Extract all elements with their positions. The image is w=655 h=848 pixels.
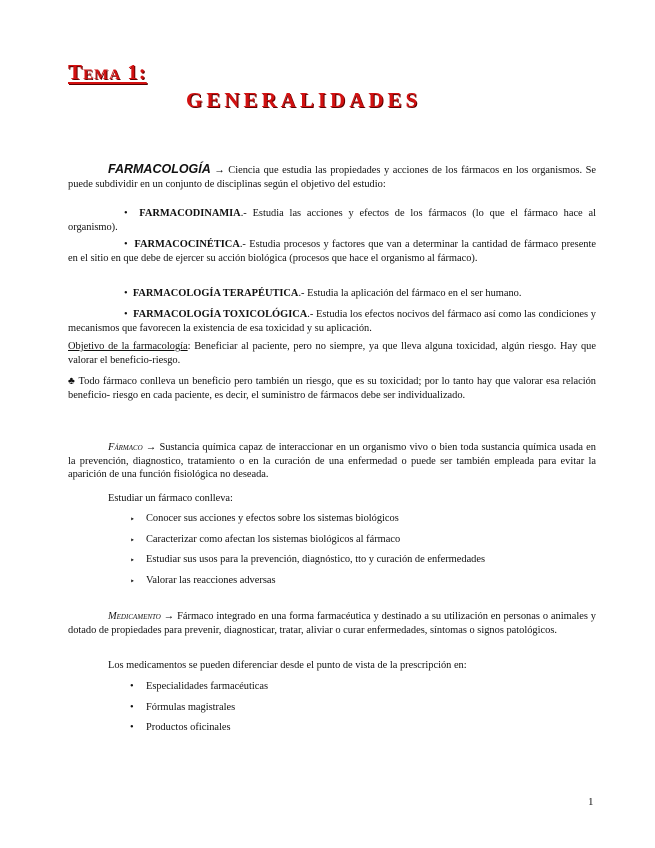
bullet-icon: • [130,701,134,713]
page-number: 1 [588,796,594,808]
triangle-bullet-icon: ‣ [130,576,135,586]
triangle-bullet-icon: ‣ [130,535,135,545]
list-item [130,721,590,742]
bullet-icon: • [124,288,128,299]
list-item [130,574,590,595]
objective-label: Objetivo de la farmacología [68,341,188,352]
subdiscipline-item [68,207,596,234]
bullet-icon: • [124,208,128,219]
farmacologia-definition [68,163,596,191]
arrow-icon: → [214,165,225,176]
bullet-icon: • [130,722,134,733]
club-icon: ♣ [68,376,76,387]
farmaco-definition [68,441,596,482]
list-item [130,533,590,554]
study-list [130,512,590,594]
subdiscipline-name: FARMACOLOGÍA TERAPÉUTICA [132,288,299,299]
list-item-text: Valorar las reacciones adversas [146,574,276,586]
farmaco-term: Fármaco [108,442,143,453]
arrow-icon: → [145,442,157,453]
subdiscipline-desc: .- Estudia procesos y factores que van a determinar la cantidad de fármaco presente en el sitio en que debe de ejercer su acción biológica (procesos que hace el organismo al fármaco). [68,239,596,264]
list-item-text: Fórmulas magistrales [146,701,236,713]
bullet-icon: • [124,309,128,320]
list-item-text: Productos oficinales [146,722,231,733]
medicamento-definition [68,610,596,637]
definition-text: Sustancia química capaz de interaccionar en un organismo vivo o bien toda sustancia química usada en la prevención, diagnostico, tratamiento o en la curación de una enfermedad o puede ser también empleada para evitar la aparición de una función fisiológica no deseada. [68,442,596,480]
list-item-text: Estudiar sus usos para la prevención, diagnóstico, tto y curación de enfermedades [146,554,486,565]
study-intro: Estudiar un fármaco conlleva: [108,493,233,504]
subdiscipline-desc: .- Estudia los efectos nocivos del fármaco así como las condiciones y mecanismos que favorecen la existencia de esa toxicidad y su aplicación. [68,309,596,334]
subdiscipline-name: FARMACODINAMIA [139,208,241,219]
subdiscipline-item [68,308,596,335]
objective-text: : Beneficiar al paciente, pero no siempre, ya que lleva alguna toxicidad, algún riesgo. Hay que valorar el beneficio-riesgo. [68,341,596,366]
medicamento-term: Medicamento [108,611,161,622]
list-item-text: Especialidades farmacéuticas [146,681,269,692]
farmacologia-term: FARMACOLOGÍA [108,162,211,176]
note-text: Todo fármaco conlleva un beneficio pero también un riesgo, que es su toxicidad; por lo tanto hay que valorar esa relación beneficio- riesgo en cada paciente, es decir, el suministro de fármacos debe ser individualizado. [68,376,597,401]
triangle-bullet-icon: ‣ [130,556,135,565]
definition-text: Fármaco integrado en una forma farmacéutica y destinado a su utilización en personas o animales y dotado de propiedades para prevenir, diagnosticar, tratar, aliviar o curar enfermedades, síntomas o signos patológicos. [68,611,596,636]
diff-intro: Los medicamentos se pueden diferenciar desde el punto de vista de la prescripción en: [108,660,467,671]
subdiscipline-item [68,238,596,265]
subdiscipline-name: FARMACOCINÉTICA [134,239,240,250]
note-paragraph [68,375,596,402]
definition-text: Ciencia que estudia las propiedades y acciones de los fármacos en los organismos. Se puede subdividir en un conjunto de disciplinas según el objetivo del estudio: [68,165,596,190]
subdiscipline-name: FARMACOLOGÍA TOXICOLÓGICA [133,309,308,320]
objective-paragraph [68,340,596,367]
subdiscipline-desc: .- Estudia las acciones y efectos de los fármacos (lo que el fármaco hace al organismo). [68,208,596,233]
chapter-number: Tema 1: [68,60,147,84]
list-item [130,680,590,701]
list-item [130,553,590,574]
list-item [130,701,590,722]
list-item-text: Conocer sus acciones y efectos sobre los sistemas biológicos [146,513,399,524]
subdiscipline-item [68,287,596,301]
subdiscipline-desc: .- Estudia la aplicación del fármaco en el ser humano. [298,288,522,299]
bullet-icon: • [130,681,134,692]
medicine-types-list [130,680,590,742]
list-item-text: Caracterizar como afectan los sistemas biológicos al fármaco [146,533,401,545]
list-item [130,512,590,533]
bullet-icon: • [124,239,128,250]
arrow-icon: → [163,611,175,622]
chapter-title: GENERALIDADES [186,88,422,112]
triangle-bullet-icon: ‣ [130,515,135,524]
